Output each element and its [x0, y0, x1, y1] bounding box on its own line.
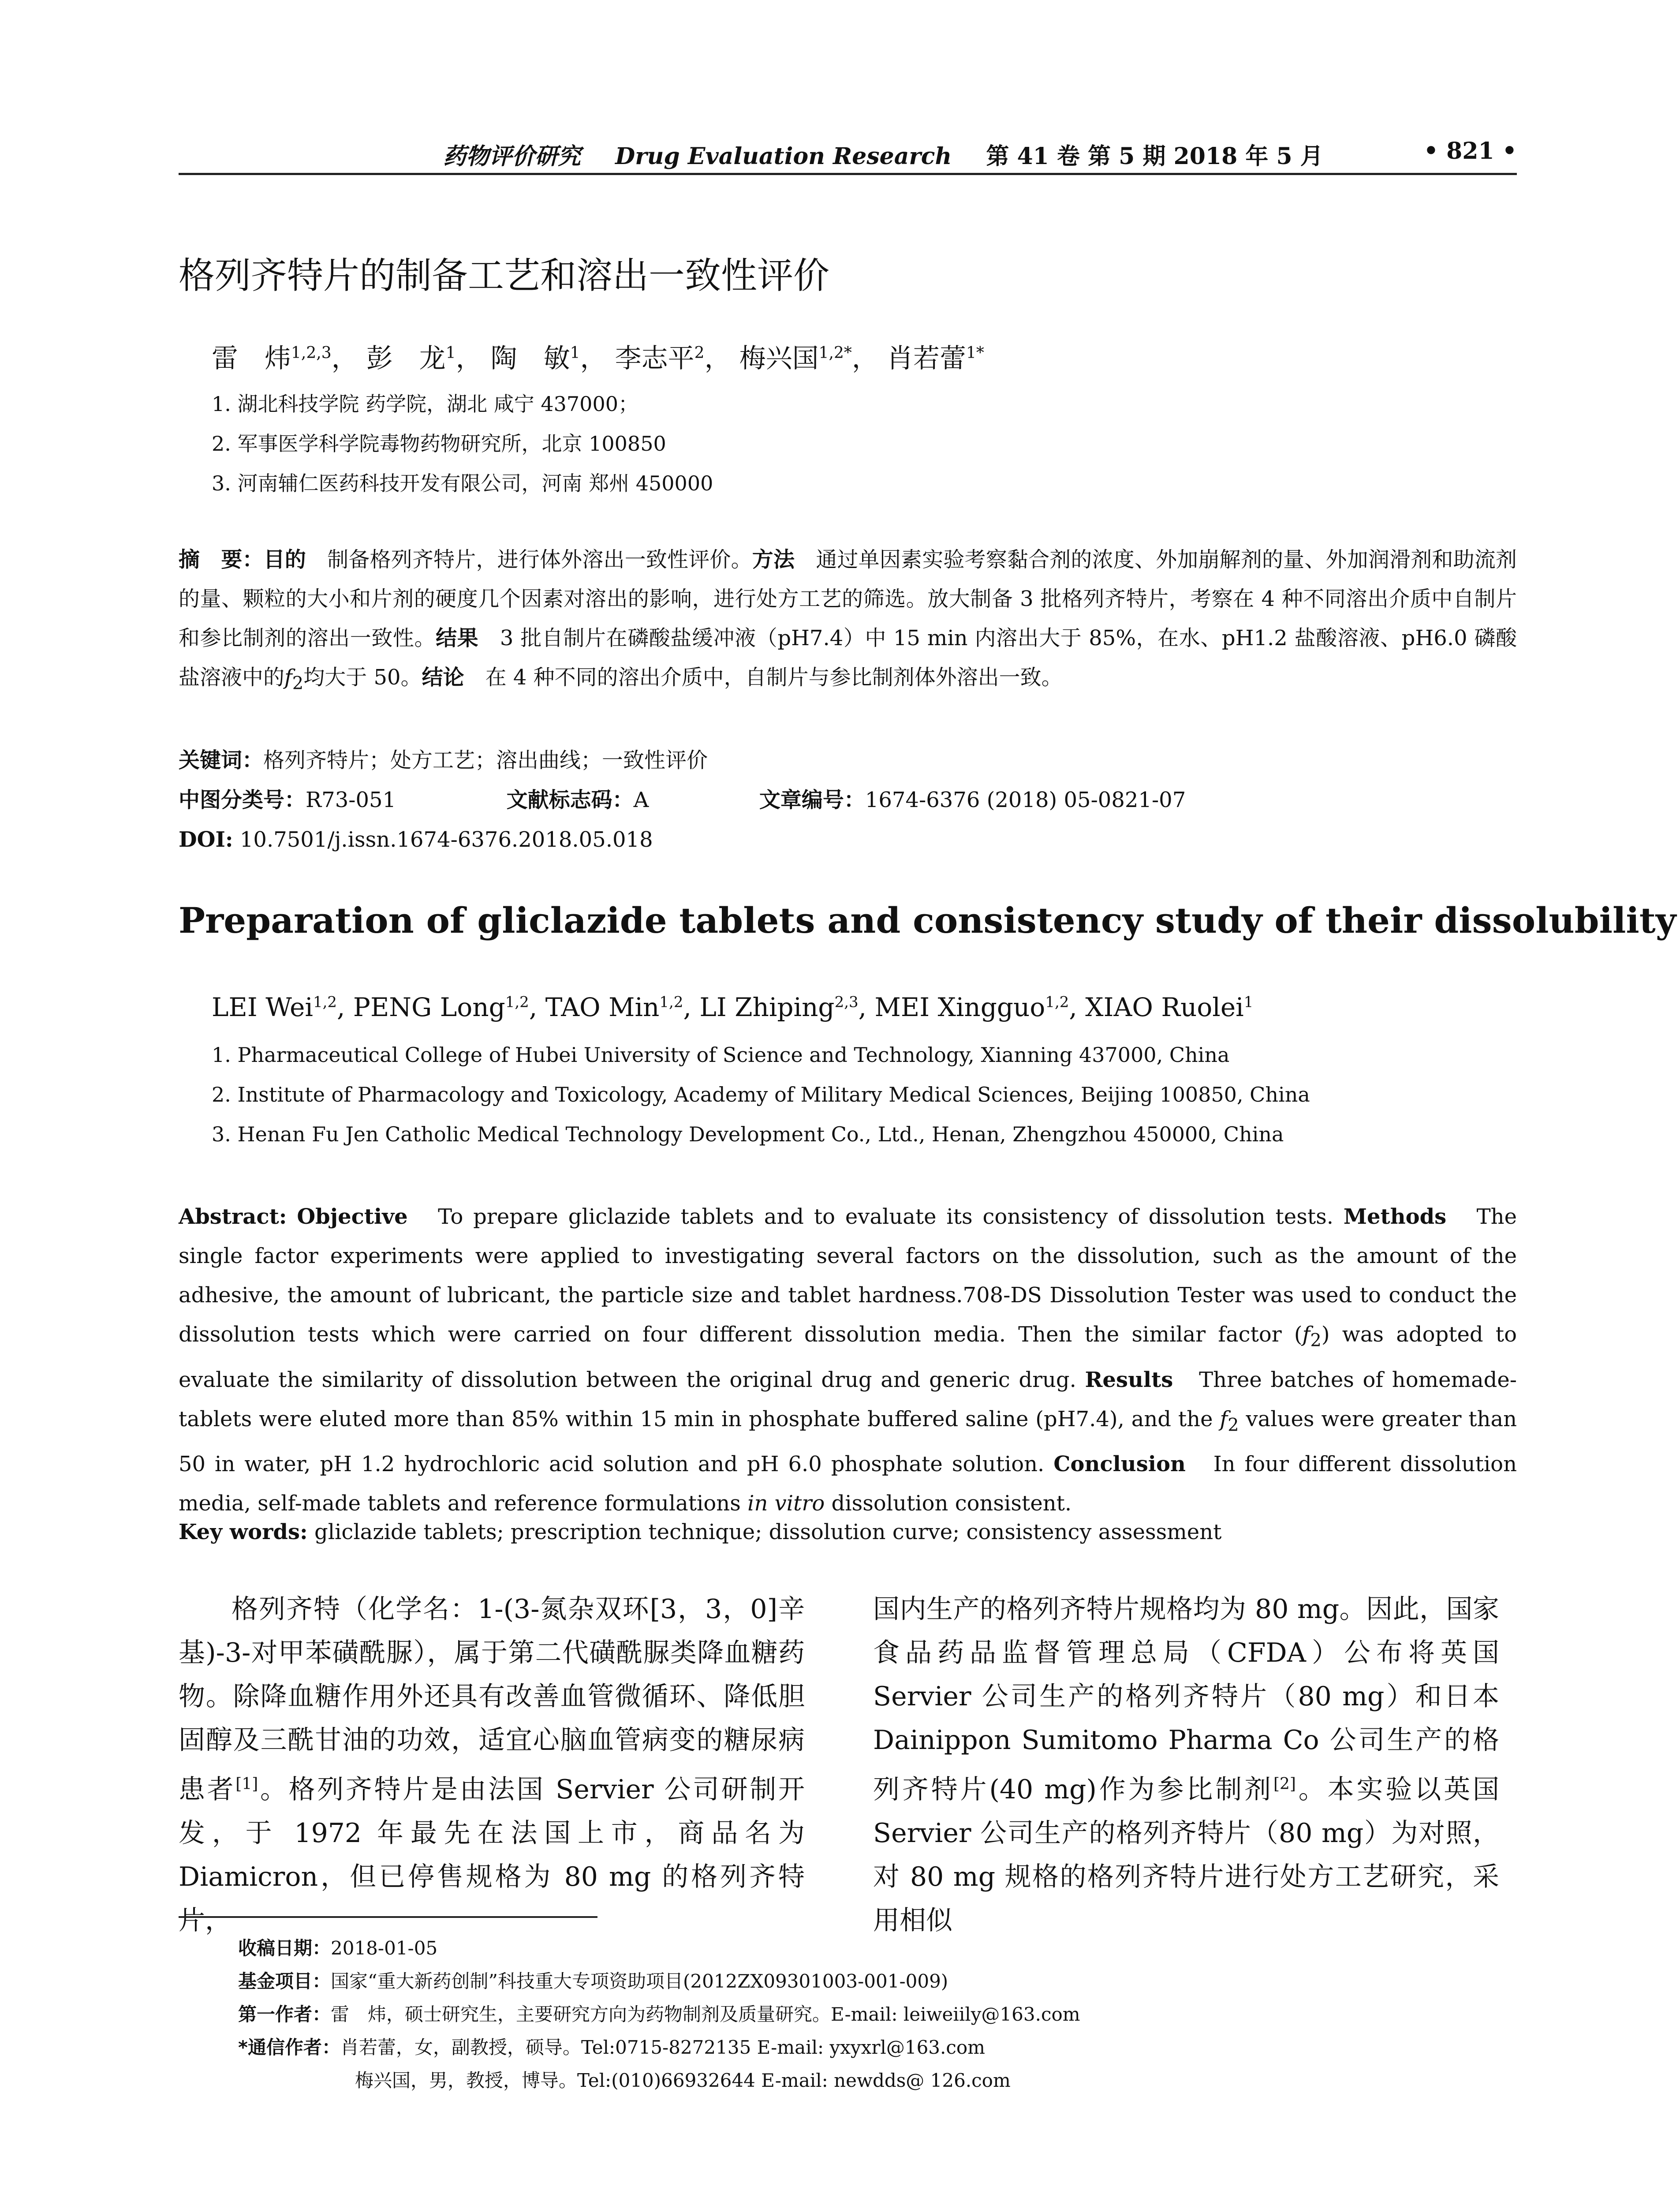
- corr-author-2: 梅兴国，男，教授，博导。Tel:(010)66932644 E-mail: newdds@ 126.com: [355, 2070, 1011, 2091]
- objective-label-en: Objective: [297, 1204, 408, 1229]
- results-cn-b: 均大于 50。: [303, 665, 422, 690]
- journal-logo-cn: 药物评价研究: [443, 143, 581, 170]
- objective-cn: 制备格列齐特片，进行体外溶出一致性评价。: [327, 547, 752, 572]
- author-sup: 1: [570, 344, 580, 362]
- article-label: 文章编号：: [759, 788, 865, 812]
- affiliation-cn-1: 1. 湖北科技学院 药学院，湖北 咸宁 437000；: [212, 392, 638, 416]
- received-date: [238, 1934, 437, 1960]
- keywords-en-value: gliclazide tablets; prescription technique; dissolution curve; consistency assessment: [314, 1520, 1222, 1544]
- affiliation-cn-3: 3. 河南辅仁医药科技开发有限公司，河南 郑州 450000: [212, 471, 713, 495]
- methods-label-cn: 方法: [752, 547, 795, 572]
- methods-label-en: Methods: [1343, 1204, 1447, 1229]
- corr-author-1: 肖若蕾，女，副教授，硕导。Tel:0715-8272135 E-mail: yxyxrl@163.com: [340, 2037, 985, 2058]
- f2-subscript: 2: [1310, 1330, 1322, 1351]
- keywords-cn-label: 关键词：: [179, 748, 264, 773]
- corr-author-label: *通信作者：: [238, 2037, 340, 2058]
- conclusion-en-b: dissolution consistent.: [831, 1491, 1072, 1516]
- authors-en: LEI Wei$^{1,2}$, PENG Long$^{1,2}$, TAO Min$^{1,2}$, LI Zhiping$^{2,3}$, MEI Xingguo$^{1,2}$, XIAO Ruolei$^1$: [212, 992, 1254, 1022]
- abstract-en-label: Abstract:: [179, 1204, 287, 1229]
- affiliation-en-2: 2. Institute of Pharmacology and Toxicology, Academy of Military Medical Sciences, Beijing 100850, China: [212, 1083, 1310, 1106]
- author-sup: 1*: [966, 344, 984, 362]
- article-value: 1674-6376 (2018) 05-0821-07: [865, 788, 1186, 812]
- f2-symbol: f: [1220, 1406, 1228, 1431]
- clc-label: 中图分类号：: [179, 788, 306, 812]
- journal-info: [443, 138, 1457, 171]
- affiliation-cn-2: 2. 军事医学科学院毒物药物研究所，北京 100850: [212, 432, 666, 456]
- author-sup: 1,2: [505, 993, 529, 1011]
- fund-label: 基金项目：: [238, 1970, 331, 1992]
- body-right-paragraph: [873, 1588, 1499, 1943]
- results-label-cn: 结果: [436, 626, 479, 650]
- abstract-cn: [179, 540, 1517, 703]
- body-left-a: 格列齐特（化学名：1-(3-氮杂双环[3，3，0]辛基)-3-对甲苯磺酰脲），属于第二代磺酰脲类降血糖药物。除降血糖作用外还具有改善血管微循环、降低胆固醇及三酰甘油的功效，适宜心脑血管病变的糖尿病患者: [179, 1594, 805, 1805]
- fund-project: [238, 1967, 948, 1993]
- fund-value: 国家“重大新药创制”科技重大专项资助项目(2012ZX09301003-001-009): [331, 1970, 948, 1992]
- doc-label: 文献标志码：: [506, 788, 634, 812]
- corresponding-author: [238, 2033, 985, 2059]
- in-vitro: in vitro: [747, 1491, 825, 1516]
- body-right-a: 国内生产的格列齐特片规格均为 80 mg。因此，国家食品药品监督管理总局（CFDA）公布将英国 Servier 公司生产的格列齐特片（80 mg）和日本 Dainippon Sumitomo Pharma Co 公司生产的格列齐特片(40 mg)作为参比制剂: [873, 1594, 1499, 1805]
- running-header: [179, 138, 1517, 175]
- first-author-label: 第一作者：: [238, 2003, 331, 2025]
- classification-line: [179, 781, 1186, 820]
- title-cn: 格列齐特片的制备工艺和溶出一致性评价: [179, 255, 830, 297]
- doi-label: DOI:: [179, 827, 233, 852]
- first-author-value: 雷 炜，硕士研究生，主要研究方向为药物制剂及质量研究。E-mail: leiweiily@163.com: [331, 2003, 1080, 2025]
- author-en: TAO Min: [545, 992, 660, 1022]
- author-en: LI Zhiping: [699, 992, 835, 1022]
- abstract-cn-label: 摘 要：: [179, 547, 264, 572]
- author-cn: 李志平: [615, 343, 694, 374]
- results-en-b: values were greater than 50 in water, pH 1.2 hydrochloric acid solution and pH 6.0 phosphate solution.: [179, 1406, 1517, 1477]
- f2-subscript: 2: [1228, 1415, 1239, 1435]
- author-en: PENG Long: [353, 992, 505, 1022]
- received-label: 收稿日期：: [238, 1937, 331, 1959]
- title-en: Preparation of gliclazide tablets and consistency study of their dissolubility: [179, 900, 1676, 941]
- first-author: [238, 2000, 1080, 2026]
- author-sup: 1,2,3: [291, 344, 332, 362]
- conclusion-cn: 在 4 种不同的溶出介质中，自制片与参比制剂体外溶出一致。: [485, 665, 1063, 690]
- author-en: LEI Wei: [212, 992, 313, 1022]
- keywords-cn: [179, 741, 708, 780]
- journal-issue: 第 41 卷 第 5 期 2018 年 5 月: [986, 143, 1323, 170]
- keywords-cn-value: 格列齐特片；处方工艺；溶出曲线；一致性评价: [263, 748, 708, 773]
- abstract-en: [179, 1197, 1517, 1523]
- body-left-b: 。格列齐特片是由法国 Servier 公司研制开发，于 1972 年最先在法国上市，商品名为 Diamicron，但已停售规格为 80 mg 的格列齐特片，: [179, 1774, 805, 1936]
- author-sup: 1: [445, 344, 456, 362]
- methods-en-b: ) was adopted to evaluate the similarity of dissolution between the original drug and generic drug.: [179, 1322, 1517, 1392]
- results-label-en: Results: [1085, 1367, 1173, 1392]
- author-sup: 1,2: [1045, 993, 1069, 1011]
- author-cn: 梅兴国: [739, 343, 819, 374]
- author-cn: 陶 敏: [490, 343, 570, 374]
- author-sup: 1,2: [659, 993, 683, 1011]
- ref-1: [1]: [235, 1775, 258, 1793]
- conclusion-label-en: Conclusion: [1053, 1452, 1186, 1477]
- affiliation-en-1: 1. Pharmaceutical College of Hubei University of Science and Technology, Xianning 437000, China: [212, 1043, 1230, 1067]
- author-sup: 1,2*: [818, 344, 852, 362]
- doc-value: A: [633, 788, 649, 812]
- results-cn-a: 3 批自制片在磷酸盐缓冲液（pH7.4）中 15 min 内溶出大于 85%，在水、pH1.2 盐酸溶液、pH6.0 磷酸盐溶液中的: [179, 626, 1517, 690]
- body-right-column: [873, 1588, 1499, 1943]
- author-cn: 彭 龙: [366, 343, 446, 374]
- f2-subscript: 2: [292, 673, 304, 694]
- author-sup: 1: [1243, 993, 1254, 1011]
- author-sup: 2,3: [834, 993, 859, 1011]
- methods-cn: 通过单因素实验考察黏合剂的浓度、外加崩解剂的量、外加润滑剂和助流剂的量、颗粒的大小和片剂的硬度几个因素对溶出的影响，进行处方工艺的筛选。放大制备 3 批格列齐特片，考察在 4 种不同溶出介质中自制片和参比制剂的溶出一致性。: [179, 547, 1517, 650]
- clc-value: R73-051: [306, 788, 396, 812]
- author-cn: 雷 炜: [212, 343, 291, 374]
- body-left-paragraph: [179, 1588, 805, 1943]
- author-sup: 2: [694, 344, 705, 362]
- objective-en: To prepare gliclazide tablets and to evaluate its consistency of dissolution tests.: [438, 1204, 1334, 1229]
- affiliation-en-3: 3. Henan Fu Jen Catholic Medical Technology Development Co., Ltd., Henan, Zhengzhou 450000, China: [212, 1122, 1284, 1146]
- conclusion-en-a: In four different dissolution media, self-made tablets and reference formulations: [179, 1452, 1517, 1516]
- keywords-en: [179, 1513, 1221, 1552]
- author-en: MEI Xingguo: [874, 992, 1045, 1022]
- ref-2: [2]: [1273, 1775, 1296, 1793]
- author-cn: 肖若蕾: [886, 343, 966, 374]
- doi-value: 10.7501/j.issn.1674-6376.2018.05.018: [239, 827, 653, 852]
- body-right-b: 。本实验以英国 Servier 公司生产的格列齐特片（80 mg）为对照，对 80 mg 规格的格列齐特片进行处方工艺研究，采用相似: [873, 1774, 1499, 1936]
- footnote-rule: [179, 1916, 597, 1918]
- journal-name-en: Drug Evaluation Research: [615, 143, 952, 170]
- conclusion-label-cn: 结论: [422, 665, 464, 690]
- author-en: XIAO Ruolei: [1085, 992, 1244, 1022]
- page-number: • 821 •: [1423, 138, 1517, 164]
- authors-cn: 雷 炜$^{1,2,3}$， 彭 龙$^1$， 陶 敏$^1$， 李志平$^2$， 梅兴国$^{1,2*}$， 肖若蕾$^{1*}$: [212, 343, 984, 374]
- received-value: 2018-01-05: [331, 1937, 438, 1959]
- f2-symbol: f: [1302, 1322, 1310, 1347]
- results-en-a: Three batches of homemade-tablets were eluted more than 85% within 15 min in phosphate buffered saline (pH7.4), and the: [179, 1367, 1517, 1431]
- keywords-en-label: Key words:: [179, 1520, 308, 1544]
- objective-label-cn: 目的: [263, 547, 306, 572]
- author-sup: 1,2: [313, 993, 337, 1011]
- methods-en-a: The single factor experiments were applied to investigating several factors on the dissolution, such as the amount of the adhesive, the amount of lubricant, the particle size and tablet hardness.708-DS Dissolution Tester was used to conduct the dissolution tests which were carried on four different dissolution media. Then the similar factor (: [179, 1204, 1517, 1347]
- doi-line: [179, 820, 653, 860]
- f2-symbol: f: [284, 665, 292, 690]
- body-left-column: [179, 1588, 805, 1943]
